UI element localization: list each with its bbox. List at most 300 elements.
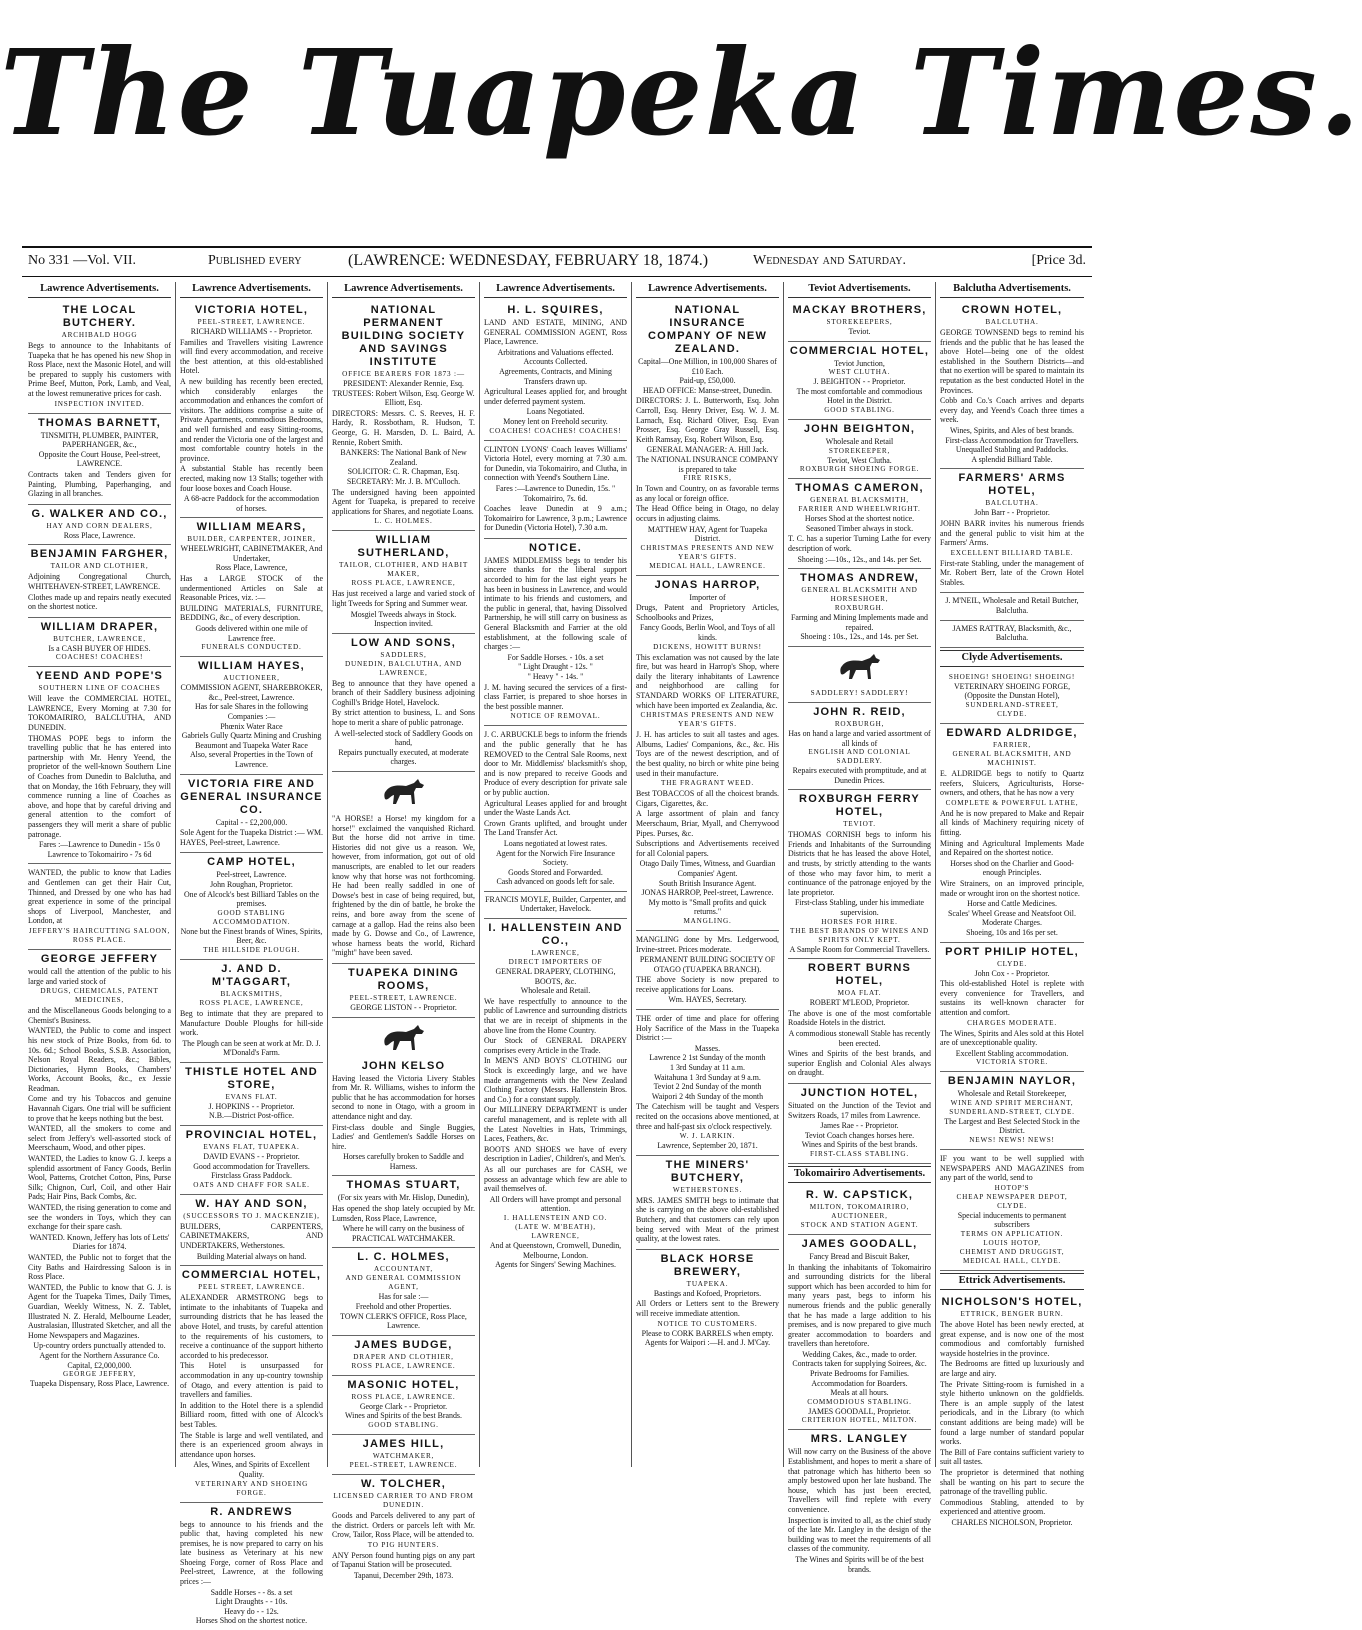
- ad-text-line: Teviot Coach changes horses here.: [788, 1131, 931, 1141]
- ad-text-line: In Town and Country, on as favorable terms as any local or foreign office.: [636, 484, 779, 503]
- advertiser-name: W. TOLCHER,: [332, 1478, 475, 1491]
- ad-text-line: TAILOR, CLOTHIER, AND HABIT MAKER,: [332, 561, 475, 579]
- advertiser-name: VICTORIA HOTEL,: [180, 304, 323, 317]
- ad-text-line: HORSES FOR HIRE.: [788, 918, 931, 927]
- ad-text-line: Commodious Stabling, attended to by experienced and attentive groom.: [940, 1498, 1084, 1517]
- ad-text-line: DIRECTORS: Messrs. C. S. Reeves, H. F. Hardy, R. Rossbotham, R. Hudson, T. George, G. H. Marsden, D. L. Baird, A. Rennie, Robert Smith.: [332, 409, 475, 447]
- ad-text-line: Has for sale :—: [332, 1292, 475, 1302]
- ad-text-line: WANTED, the public to know that Ladies and Gentlemen can get their Hair Cut, Thinned, and Dressed by one who has had great experience in some of the principal shops of Liverpool, Manchester, and London, at: [28, 868, 171, 926]
- advertisement: [940, 724, 1084, 943]
- ad-text-line: Clothes made up and repairs neatly executed on the shortest notice.: [28, 593, 171, 612]
- ad-text-line: CHARGES MODERATE.: [940, 1019, 1084, 1028]
- advertisement-columns: [24, 282, 1092, 1467]
- ad-text-line: This old-established Hotel is replete with every convenience for Travellers, and sustains its well-known character for attention and comfort.: [940, 979, 1084, 1017]
- ad-text-line: Special inducements to permanent subscribers: [940, 1211, 1084, 1230]
- column-1: [24, 282, 176, 1467]
- advertisement: [180, 1063, 323, 1126]
- advertisement: [788, 790, 931, 959]
- ad-text-line: AUCTIONEER,: [788, 1212, 931, 1221]
- ad-text-line: James Rae - - Proprietor.: [788, 1121, 931, 1131]
- section-heading: Lawrence Advertisements.: [636, 282, 779, 298]
- advertisement: [332, 1475, 475, 1585]
- advertisement: [332, 301, 475, 531]
- ad-text-line: BALCLUTHA.: [940, 318, 1084, 327]
- ad-text-line: Fancy Goods, Berlin Wool, and Toys of all kinds.: [636, 623, 779, 642]
- ad-text-line: Capital—One Million, in 100,000 Shares of £10 Each.: [636, 357, 779, 376]
- ad-text-line: Teviot.: [788, 327, 931, 337]
- ad-text-line: DIRECTORS: J. L. Butterworth, Esq. John Carroll, Esq. Henry Driver, Esq. W. J. M. Larnach, Esq. Richard Oliver, Esq. Evan Prosser, Esq. George Gray Russell, Esq. Keith Ramsay, Esq. Robert Wilson, Esq.: [636, 396, 779, 444]
- ad-text-line: STOCK AND STATION AGENT.: [788, 1221, 931, 1230]
- ad-text-line: Wholesale and Retail Storekeeper,: [940, 1089, 1084, 1099]
- advertisement: [180, 301, 323, 518]
- ad-text-line: Has for sale Shares in the following Companies :—: [180, 702, 323, 721]
- ad-text-line: SADDLERS,: [332, 651, 475, 660]
- ad-text-line: The Largest and Best Selected Stock in the District.: [940, 1117, 1084, 1136]
- advertisement: [940, 469, 1084, 593]
- advertisement: [332, 1176, 475, 1248]
- ad-text-line: TO PIG HUNTERS.: [332, 1541, 475, 1550]
- issue-number: No 331 —Vol. VII.: [28, 247, 136, 275]
- ad-text-line: A well-selected stock of Saddlery Goods on hand,: [332, 729, 475, 748]
- ad-text-line: All Orders will have prompt and personal attention.: [484, 1195, 627, 1214]
- advertiser-name: ROBERT BURNS HOTEL,: [788, 962, 931, 988]
- advertiser-name: THOMAS CAMERON,: [788, 482, 931, 495]
- ad-text-line: GENERAL BLACKSMITH AND HORSESHOER,: [788, 586, 931, 604]
- ad-text-line: Also, several Properties in the Town of Lawrence.: [180, 750, 323, 769]
- ad-text-line: FARRIER,: [940, 741, 1084, 750]
- ad-text-line: TOWN CLERK'S OFFICE, Ross Place, Lawrence.: [332, 1312, 475, 1331]
- horse-illustration-icon: [380, 777, 428, 807]
- ad-text-line: FRANCIS MOYLE, Builder, Carpenter, and Undertaker, Havelock.: [484, 895, 627, 914]
- ad-text-line: Waitahuna 1 3rd Sunday at 9 a.m.: [636, 1073, 779, 1083]
- ad-text-line: EVANS FLAT, TUAPEKA.: [180, 1143, 323, 1152]
- advertiser-name: G. WALKER AND CO.,: [28, 508, 171, 521]
- ad-text-line: A commodious stonewall Stable has recently been erected.: [788, 1029, 931, 1048]
- ad-text-line: PEEL-STREET, LAWRENCE.: [180, 318, 323, 327]
- ad-text-line: CHEAP NEWSPAPER DEPOT,: [940, 1193, 1084, 1202]
- ad-text-line: ROXBURGH.: [788, 604, 931, 613]
- publication-days: Wednesday and Saturday.: [753, 247, 906, 275]
- advertisement: [788, 301, 931, 342]
- ad-text-line: Money lent on Freehold security.: [484, 417, 627, 427]
- ad-text-line: (SUCCESSORS TO J. MACKENZIE),: [180, 1212, 323, 1221]
- advertisement: [332, 964, 475, 1018]
- ad-text-line: Subscriptions and Advertisements received for all Colonial papers.: [636, 839, 779, 858]
- ad-text-line: Has on hand a large and varied assortment of all kinds of: [788, 729, 931, 748]
- ad-text-line: Drugs, Patent and Proprietory Articles, Schoolbooks and Prizes,: [636, 603, 779, 622]
- ad-text-line: Wholesale and Retail: [788, 437, 931, 447]
- ad-text-line: ROXBURGH,: [788, 720, 931, 729]
- ad-text-line: BANKERS: The National Bank of New Zealand.: [332, 448, 475, 467]
- advertisement: [788, 342, 931, 420]
- ad-text-line: Goods Stored and Forwarded.: [484, 868, 627, 878]
- ad-text-line: Agent for the Norwich Fire Insurance Society.: [484, 849, 627, 868]
- ad-text-line: ROSS PLACE, LAWRENCE,: [332, 579, 475, 588]
- ad-text-line: Wines and Spirits of the best brands.: [788, 1140, 931, 1150]
- advertiser-name: MRS. LANGLEY: [788, 1433, 931, 1446]
- advertiser-name: COMMERCIAL HOTEL,: [180, 1269, 323, 1282]
- ad-text-line: The Catechism will be taught and Vespers recited on the occasions above mentioned, at three and half-past six o'clock respectively.: [636, 1102, 779, 1131]
- advertisement: [28, 864, 171, 950]
- ad-text-line: Otago Daily Times, Witness, and Guardian Companies' Agent.: [636, 859, 779, 878]
- ad-text-line: THE above Society is now prepared to receive applications for Loans.: [636, 975, 779, 994]
- ad-text-line: J. M'NEIL, Wholesale and Retail Butcher, Balclutha.: [940, 596, 1084, 615]
- ad-text-line: A 68-acre Paddock for the accommodation of horses.: [180, 494, 323, 513]
- advertisement: [332, 1336, 475, 1376]
- ad-text-line: The above is one of the most comfortable Roadside Hotels in the district.: [788, 1009, 931, 1028]
- advertiser-name: TUAPEKA DINING ROOMS,: [332, 967, 475, 993]
- ad-text-line: Ales, Wines, and Spirits of Excellent Quality.: [180, 1460, 323, 1479]
- ad-text-line: ROSS PLACE, LAWRENCE,: [180, 999, 323, 1008]
- ad-text-line: HEAD OFFICE: Manse-street, Dunedin.: [636, 386, 779, 396]
- ad-text-line: Goods delivered within one mile of Lawrence free.: [180, 624, 323, 643]
- ad-text-line: Light Draughts - - 10s.: [180, 1597, 323, 1607]
- ad-text-line: Opposite the Court House, Peel-street, LAWRENCE.: [28, 450, 171, 469]
- ad-text-line: SECRETARY: Mr. J. B. M'Culloch.: [332, 477, 475, 487]
- advertisement: [332, 1248, 475, 1335]
- ad-text-line: Cash advanced on goods left for sale.: [484, 877, 627, 887]
- ad-text-line: J. C. ARBUCKLE begs to inform the friends and the public generally that he has REMOVED to the Central Sale Rooms, next door to Mr. Middlemiss' blacksmith's shop, and is now prepared to receive Goods and Produce of every description for private sale or by public auction.: [484, 730, 627, 797]
- ad-text-line: WANTED, all the smokers to come and select from Jeffery's well-assorted stock of Meerschaum, Wood, and other pipes.: [28, 1124, 171, 1153]
- ad-text-line: JONAS HARROP, Peel-street, Lawrence.: [636, 888, 779, 898]
- section-heading: Lawrence Advertisements.: [28, 282, 171, 298]
- newspaper-title: The Tuapeka Times.: [0, 18, 1114, 168]
- ad-text-line: All Orders or Letters sent to the Brewery will receive immediate attention.: [636, 1299, 779, 1318]
- ad-text-line: AUCTIONEER,: [180, 674, 323, 683]
- advertiser-name: THOMAS BARNETT,: [28, 417, 171, 430]
- ad-text-line: WANTED, the Public not to forget that the City Baths and Hairdressing Saloon is in Ross Place.: [28, 1253, 171, 1282]
- ad-text-line: PEEL-STREET, LAWRENCE.: [332, 994, 475, 1003]
- ad-text-line: JEFFERY'S HAIRCUTTING SALOON,: [28, 927, 171, 936]
- ad-text-line: T. C. has a superior Turning Lathe for every description of work.: [788, 534, 931, 553]
- ad-text-line: Beaumont and Tuapeka Water Race: [180, 741, 323, 751]
- ad-text-line: OFFICE BEARERS FOR 1873 :—: [332, 370, 475, 379]
- ad-text-line: Ross Place, Lawrence.: [28, 531, 171, 541]
- advertisement: [940, 1150, 1084, 1271]
- ad-text-line: J. HOPKINS - - Proprietor.: [180, 1102, 323, 1112]
- ad-text-line: By strict attention to business, L. and Sons hope to merit a share of public patronage.: [332, 708, 475, 727]
- ad-text-line: Arbitrations and Valuations effected. Accounts Collected.: [484, 348, 627, 367]
- ad-text-line: Phœnix Water Race: [180, 722, 323, 732]
- ad-text-line: WETHERSTONES.: [636, 1186, 779, 1195]
- advertisement: [788, 479, 931, 569]
- ad-text-line: JOHN BARR invites his numerous friends and the general public to visit him at the Farmers' Arms.: [940, 519, 1084, 548]
- ad-text-line: Meals at all hours.: [788, 1388, 931, 1398]
- ad-text-line: (LATE W. M'BEATH),: [484, 1223, 627, 1232]
- ad-text-line: ARCHIBALD HOGG: [28, 331, 171, 340]
- ad-text-line: JAMES GOODALL, Proprietor.: [788, 1407, 931, 1417]
- advertisement: [636, 301, 779, 576]
- ad-text-line: Seasoned Timber always in stock.: [788, 524, 931, 534]
- advertisement: [332, 1435, 475, 1475]
- advertisement: [484, 726, 627, 892]
- advertisement: [788, 1084, 931, 1164]
- ad-text-line: (For six years with Mr. Hislop, Dunedin),: [332, 1193, 475, 1203]
- ad-text-line: IF you want to be well supplied with NEWSPAPERS AND MAGAZINES from any part of the world, send to: [940, 1154, 1084, 1183]
- ad-text-line: MOA FLAT.: [788, 989, 931, 998]
- ad-text-line: PEEL STREET, LAWRENCE.: [180, 1283, 323, 1292]
- ad-text-line: First-class Accommodation for Travellers.: [940, 436, 1084, 446]
- advertiser-name: JOHN KELSO: [332, 1060, 475, 1073]
- advertisement: [180, 1126, 323, 1195]
- ad-text-line: VICTORIA STORE.: [940, 1058, 1084, 1067]
- horse-illustration-icon: [380, 1023, 428, 1053]
- ad-text-line: The NATIONAL INSURANCE COMPANY is prepared to take: [636, 455, 779, 474]
- advertisement: [788, 420, 931, 479]
- section-heading: Teviot Advertisements.: [788, 282, 931, 298]
- ad-text-line: ROBERT M'LEOD, Proprietor.: [788, 998, 931, 1008]
- advertisement: [180, 657, 323, 774]
- ad-text-line: STOREKEEPERS,: [788, 318, 931, 327]
- advertiser-name: JOHN R. REID,: [788, 706, 931, 719]
- ad-text-line: Contracts taken for supplying Soirees, &c.: [788, 1359, 931, 1369]
- ad-text-line: Importer of: [636, 593, 779, 603]
- ad-text-line: " Heavy " - 14s. ": [484, 672, 627, 682]
- advertiser-name: W. HAY AND SON,: [180, 1198, 323, 1211]
- ad-text-line: Agents for Singers' Sewing Machines.: [484, 1260, 627, 1270]
- section-heading: Ettrick Advertisements.: [940, 1273, 1084, 1290]
- ad-text-line: BUILDING MATERIALS, FURNITURE, BEDDING, &c., of every description.: [180, 604, 323, 623]
- advertiser-name: VICTORIA FIRE AND GENERAL INSURANCE CO.: [180, 778, 323, 817]
- advertiser-name: THE LOCAL BUTCHERY.: [28, 304, 171, 330]
- ad-text-line: Ross Place, Lawrence,: [180, 563, 323, 573]
- advertiser-name: LOW AND SONS,: [332, 637, 475, 650]
- ad-text-line: Wm. HAYES, Secretary.: [636, 995, 779, 1005]
- ad-text-line: The most comfortable and commodious Hotel in the District.: [788, 387, 931, 406]
- ad-text-line: MEDICAL HALL, CLYDE.: [940, 1257, 1084, 1266]
- ad-text-line: John Cox - - Proprietor.: [940, 969, 1084, 979]
- ad-text-line: This Hotel is unsurpassed for accommodation in any up-country township of Otago, and every attention is paid to travellers and families.: [180, 1361, 323, 1399]
- ad-text-line: N.B.—District Post-office.: [180, 1111, 323, 1121]
- advertisement: [636, 576, 779, 931]
- ad-text-line: The Stable is large and well ventilated, and there is an experienced groom always in attendance upon horses.: [180, 1431, 323, 1460]
- advertisement: [180, 1266, 323, 1502]
- ad-text-line: I. HALLENSTEIN AND CO.: [484, 1214, 627, 1223]
- ad-text-line: Bastings and Kofoed, Proprietors.: [636, 1289, 779, 1299]
- advertisement: [788, 1186, 931, 1235]
- ad-text-line: WEST CLUTHA.: [788, 368, 931, 377]
- advertiser-name: COMMERCIAL HOTEL,: [788, 345, 931, 358]
- advertiser-name: BENJAMIN FARGHER,: [28, 548, 171, 561]
- advertisement: [636, 1250, 779, 1352]
- advertiser-name: JOHN BEIGHTON,: [788, 423, 931, 436]
- ad-text-line: DICKENS, HOWITT BURNS!: [636, 643, 779, 652]
- ad-text-line: Teviot Junction,: [788, 359, 931, 369]
- ad-text-line: LAND AND ESTATE, MINING, AND GENERAL COMMISSION AGENT, Ross Place, Lawrence.: [484, 318, 627, 347]
- bottom-rule: [22, 276, 1092, 277]
- ad-text-line: MILTON, TOKOMAIRIRO,: [788, 1203, 931, 1212]
- ad-text-line: Loans negotiated at lowest rates.: [484, 839, 627, 849]
- ad-text-line: The Bedrooms are fitted up luxuriously and are large and airy.: [940, 1359, 1084, 1378]
- advertiser-name: BENJAMIN NAYLOR,: [940, 1075, 1084, 1088]
- ad-text-line: FIRST-CLASS STABLING.: [788, 1150, 931, 1159]
- ad-text-line: TUAPEKA.: [636, 1280, 779, 1289]
- ad-text-line: John Roughan, Proprietor.: [180, 880, 323, 890]
- ad-text-line: BUILDER, CARPENTER, JOINER,: [180, 535, 323, 544]
- horse-illustration: [332, 1023, 475, 1058]
- ad-text-line: Wines and Spirits of the best brands, and superior English and Colonial Ales always on draught.: [788, 1049, 931, 1078]
- ad-text-line: Come and try his Tobaccos and genuine Havannah Cigars. One trial will be sufficient to prove that he keeps nothing but the best.: [28, 1094, 171, 1123]
- ad-text-line: TRUSTEES: Robert Wilson, Esq. George W. Elliott, Esq.: [332, 389, 475, 408]
- ad-text-line: Begs to announce to the Inhabitants of Tuapeka that he has opened his new Shop in Ross Place, next the Masonic Hotel, and will be prepared to supply his customers with Prime Beef, Mutton, Pork, Lamb, and Veal, at the lowest remunerative prices for cash.: [28, 341, 171, 399]
- ad-text-line: BLACKSMITHS,: [180, 990, 323, 999]
- ad-text-line: Horses shod on the Charlier and Good-enough Principles.: [940, 859, 1084, 878]
- advertisement: [28, 301, 171, 414]
- column-7: [936, 282, 1088, 1467]
- ad-text-line: DRUGS, CHEMICALS, PATENT MEDICINES,: [28, 987, 171, 1005]
- ad-text-line: Fares :—Lawrence to Dunedin - 15s 0: [28, 840, 171, 850]
- ad-text-line: TAILOR AND CLOTHIER,: [28, 562, 171, 571]
- ad-text-line: Unequalled Stabling and Paddocks.: [940, 445, 1084, 455]
- section-heading: Lawrence Advertisements.: [332, 282, 475, 298]
- advertisement: [484, 539, 627, 727]
- ad-text-line: GOOD STABLING ACCOMMODATION.: [180, 909, 323, 927]
- ad-text-line: WANTED. Known, Jeffery has lots of Letts' Diaries for 1874.: [28, 1233, 171, 1252]
- ad-text-line: J. M. having secured the services of a first-class Farrier, is prepared to shoe horses in the best possible manner.: [484, 683, 627, 712]
- advertiser-name: R. ANDREWS: [180, 1506, 323, 1519]
- ad-text-line: LAWRENCE,: [484, 949, 627, 958]
- advertisement: [332, 531, 475, 633]
- ad-text-line: Will leave the COMMERCIAL HOTEL, LAWRENCE, Every Morning at 7.30 for TOKOMAIRIRO, BALCLUTHA, AND DUNEDIN.: [28, 694, 171, 732]
- ad-text-line: Good accommodation for Travellers. Firstclass Grass Paddock.: [180, 1162, 323, 1181]
- ad-text-line: Shoeing :—10s., 12s., and 14s. per Set.: [788, 555, 931, 565]
- advertisement: [28, 505, 171, 546]
- ad-text-line: The Private Sitting-room is furnished in a style hitherto unknown on the goldfields. There is an ample supply of the latest periodicals, and in the Library (to which constant additions are being made) will be found a large number of standard popular works.: [940, 1380, 1084, 1447]
- advertisement: [484, 301, 627, 441]
- ad-text-line: In MEN'S AND BOYS' CLOTHING our Stock is exceedingly large, and we have made arrangements with the New Zealand Clothing Factory (Messrs. Hallenstein Bros. and Co.) for a constant supply.: [484, 1056, 627, 1104]
- horse-illustration: [788, 652, 931, 687]
- ad-text-line: Will now carry on the Business of the above Establishment, and hopes to merit a share of that patronage which has hitherto been so amply bestowed upon her late husband. The house, which has just been erected, Travellers will find replete with every convenience.: [788, 1447, 931, 1514]
- ad-text-line: As all our purchases are for CASH, we possess an advantage which few are able to avail themselves of.: [484, 1165, 627, 1194]
- advertiser-name: GEORGE JEFFERY: [28, 953, 171, 966]
- ad-text-line: Repairs punctually executed, at moderate charges.: [332, 748, 475, 767]
- ad-text-line: DAVID EVANS - - Proprietor.: [180, 1152, 323, 1162]
- ad-text-line: Has just received a large and varied stock of light Tweeds for Spring and Summer wear.: [332, 589, 475, 608]
- ad-text-line: Saddle Horses - - 8s. a set: [180, 1588, 323, 1598]
- ad-text-line: OATS AND CHAFF FOR SALE.: [180, 1181, 323, 1190]
- ad-text-line: ENGLISH AND COLONIAL SADDLERY.: [788, 748, 931, 766]
- ad-text-line: Goods and Parcels delivered to any part of the district. Orders or parcels left with Mr. Crow, Tailor, Ross Place, will be attended to.: [332, 1511, 475, 1540]
- ad-text-line: Wines and Spirits of the best Brands.: [332, 1411, 475, 1421]
- advertisement: [332, 634, 475, 772]
- ad-text-line: The above Hotel has been newly erected, at great expense, and is now one of the most commodious and comfortably furnished wayside hostelries in the province.: [940, 1320, 1084, 1358]
- ad-text-line: South British Insurance Agent.: [636, 879, 779, 889]
- ad-text-line: Agreements, Contracts, and Mining Transfers drawn up.: [484, 367, 627, 386]
- ad-text-line: The Wines and Spirits will be of the best brands.: [788, 1555, 931, 1574]
- ad-text-line: George Clark - - Proprietor.: [332, 1402, 475, 1412]
- section-heading: Tokomairiro Advertisements.: [788, 1166, 931, 1183]
- ad-text-line: LAWRENCE,: [484, 1232, 627, 1241]
- advertiser-name: NOTICE.: [484, 542, 627, 555]
- ad-text-line: Coaches leave Dunedin at 9 a.m.; Tokomairiro for Lawrence, 3 p.m.; Lawrence for Dunedin (Victoria Hotel), 7.30 a.m.: [484, 504, 627, 533]
- advertisement: [636, 1010, 779, 1156]
- advertisement: [180, 853, 323, 960]
- ad-text-line: A splendid Billiard Table.: [940, 455, 1084, 465]
- ad-text-line: FARRIER AND WHEELWRIGHT.: [788, 505, 931, 514]
- ad-text-line: would call the attention of the public to his large and varied stock of: [28, 967, 171, 986]
- ad-text-line: Horses carefully broken to Saddle and Harness.: [332, 1152, 475, 1171]
- ad-text-line: A new building has recently been erected, which considerably enlarges the accommodation and enhances the comfort of visitors. The additions comprise a suite of Private Apartments, commodious Bedrooms, and well furnished and easy Sitting-rooms, and render the Victoria one of the largest and most comfortable country hotels in the province.: [180, 377, 323, 463]
- ad-text-line: Tuapeka Dispensary, Ross Place, Lawrence.: [28, 1379, 171, 1389]
- advertiser-name: PROVINCIAL HOTEL,: [180, 1129, 323, 1142]
- ad-text-line: Waipori 2 4th Sunday of the month: [636, 1092, 779, 1102]
- ad-text-line: A Sample Room for Commercial Travellers.: [788, 945, 931, 955]
- ad-text-line: Lawrence to Tokomairiro - 7s 6d: [28, 850, 171, 860]
- ad-text-line: We have respectfully to announce to the public of Lawrence and surrounding districts that we are in receipt of shipments in the above line from the Home Country.: [484, 997, 627, 1035]
- ad-text-line: HAY AND CORN DEALERS,: [28, 522, 171, 531]
- advertiser-name: MACKAY BROTHERS,: [788, 304, 931, 317]
- advertiser-name: THOMAS STUART,: [332, 1179, 475, 1192]
- ad-text-line: A substantial Stable has recently been erected, making now 13 Stalls; together with four loose boxes and Coach House.: [180, 464, 323, 493]
- ad-text-line: Families and Travellers visiting Lawrence will find every accommodation, and receive the best attention, at this old-established Hotel.: [180, 338, 323, 376]
- ad-text-line: My motto is "Small profits and quick returns.": [636, 898, 779, 917]
- advertiser-name: CAMP HOTEL,: [180, 856, 323, 869]
- ad-text-line: Gabriels Gully Quartz Mining and Crushing: [180, 731, 323, 741]
- ad-text-line: Horse and Cattle Medicines.: [940, 899, 1084, 909]
- ad-text-line: MANGLING done by Mrs. Ledgerwood, Irvine-street. Prices moderate.: [636, 935, 779, 954]
- ad-text-line: WINE AND SPIRIT MERCHANT,: [940, 1099, 1084, 1108]
- ad-text-line: BUTCHER, LAWRENCE,: [28, 635, 171, 644]
- ad-text-line: SHOEING! SHOEING! SHOEING!: [940, 673, 1084, 682]
- advertiser-name: JAMES GOODALL,: [788, 1238, 931, 1251]
- ad-text-line: ANY Person found hunting pigs on any part of Tapanui Station will be prosecuted.: [332, 1551, 475, 1570]
- advertiser-name: JAMES HILL,: [332, 1438, 475, 1451]
- ad-text-line: ROSS PLACE, LAWRENCE.: [332, 1393, 475, 1402]
- column-3: [328, 282, 480, 1467]
- ad-text-line: The undersigned having been appointed Agent for Tuapeka, is prepared to receive applications for Shares, and negotiate Loans.: [332, 488, 475, 517]
- ad-text-line: EXCELLENT BILLIARD TABLE.: [940, 549, 1084, 558]
- ad-text-line: Mining and Agricultural Implements Made and Repaired on the shortest notice.: [940, 839, 1084, 858]
- ad-text-line: Agent for the Northern Assurance Co. Capital, £2,000,000.: [28, 1351, 171, 1370]
- section-heading: Balclutha Advertisements.: [940, 282, 1084, 298]
- ad-text-line: LICENSED CARRIER TO AND FROM DUNEDIN.: [332, 1492, 475, 1510]
- ad-text-line: PEEL-STREET, LAWRENCE.: [332, 1461, 475, 1470]
- advertisement: [332, 1376, 475, 1435]
- ad-text-line: Wire Strainers, on an improved principle, made or wrought iron on the shortest notice.: [940, 879, 1084, 898]
- ad-text-line: Fancy Bread and Biscuit Baker,: [788, 1252, 931, 1262]
- ad-text-line: Shoeing, 10s and 16s per set.: [940, 928, 1084, 938]
- column-5: [632, 282, 784, 1467]
- ad-text-line: Masses.: [636, 1044, 779, 1054]
- advertisement: [788, 569, 931, 647]
- ad-text-line: Contracts taken and Tenders given for Painting, Plumbing, Paperhanging, and Glazing in all branches.: [28, 470, 171, 499]
- ad-text-line: COACHES! COACHES! COACHES!: [484, 427, 627, 436]
- advertisement: [788, 1430, 931, 1578]
- ad-text-line: Heavy do - - 12s.: [180, 1607, 323, 1617]
- ad-text-line: DRAPER AND CLOTHIER,: [332, 1353, 475, 1362]
- ad-text-line: VETERINARY AND SHOEING FORGE.: [180, 1480, 323, 1498]
- ad-text-line: Has opened the shop lately occupied by Mr. Lumsden, Ross Place, Lawrence,: [332, 1204, 475, 1223]
- advertisement: [940, 1293, 1084, 1531]
- ad-text-line: THE HILLSIDE PLOUGH.: [180, 946, 323, 955]
- ad-text-line: And he is now prepared to Make and Repair all kinds of Machinery requiring nicety of fitting.: [940, 809, 1084, 838]
- ad-text-line: MANGLING.: [636, 917, 779, 926]
- ad-text-line: J. BEIGHTON - - Proprietor.: [788, 377, 931, 387]
- ad-text-line: Accommodation for Boarders.: [788, 1379, 931, 1389]
- ad-text-line: Capital - - £2,200,000.: [180, 818, 323, 828]
- ad-text-line: CHRISTMAS PRESENTS AND NEW YEAR'S GIFTS.: [636, 711, 779, 729]
- ad-text-line: BALCLUTHA.: [940, 499, 1084, 508]
- ad-text-line: Tapanui, December 29th, 1873.: [332, 1571, 475, 1581]
- advertisement: [940, 301, 1084, 469]
- advertisement: [180, 518, 323, 657]
- advertisement: [484, 919, 627, 1274]
- ad-text-line: Wedding Cakes, &c., made to order.: [788, 1350, 931, 1360]
- ad-text-line: The Head Office being in Otago, no delay occurs in adjusting claims.: [636, 504, 779, 523]
- advertisement: [180, 775, 323, 854]
- column-2: [176, 282, 328, 1467]
- advertiser-name: H. L. SQUIRES,: [484, 304, 627, 317]
